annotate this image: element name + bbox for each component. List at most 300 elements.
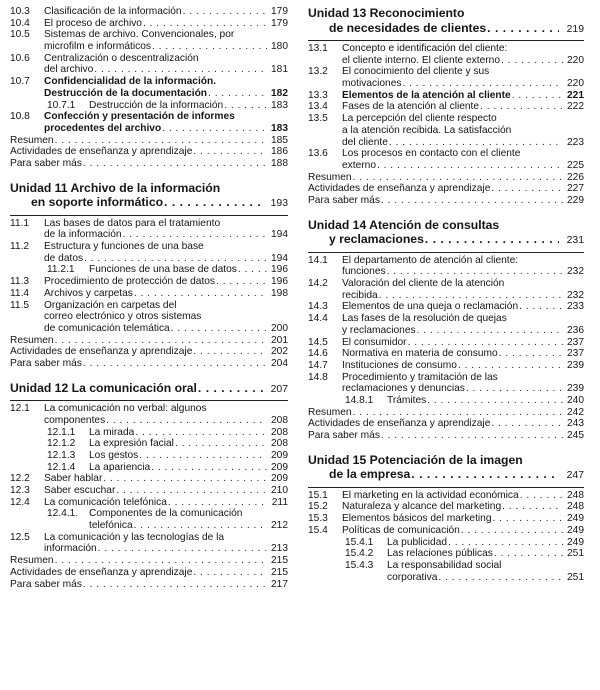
toc-entry (10, 276, 288, 288)
dot-leader (353, 407, 563, 419)
entry-line (89, 100, 288, 112)
toc-subentry (308, 537, 584, 549)
entry-title: Naturaleza y alcance del marketing (342, 501, 502, 513)
entry-line (342, 55, 584, 67)
page-number: 247 (566, 470, 584, 482)
entry-title: Resumen (10, 334, 54, 346)
entry-title: Los gestos (89, 449, 139, 461)
section-number: 14.2 (308, 278, 328, 290)
toc-extra-entry (308, 418, 584, 430)
page-number: 226 (567, 171, 584, 183)
dot-leader (408, 337, 563, 349)
entry-line (44, 88, 288, 100)
entry-title: Valoración del cliente de la atención (342, 278, 505, 290)
dot-leader (152, 41, 267, 53)
toc-extra-entry (308, 407, 584, 419)
entry-title: Confidencialidad de la información. (44, 76, 217, 88)
toc-entry (10, 18, 288, 30)
toc-entry (10, 497, 288, 509)
dot-leader (216, 276, 267, 288)
entry-title: Las fases de la resolución de quejas (342, 313, 507, 325)
dot-leader (106, 415, 267, 427)
entry-title: Para saber más (10, 358, 82, 369)
unit-title-line (308, 232, 584, 249)
section-number: 14.6 (308, 348, 328, 360)
entry-title: del cliente (342, 136, 388, 148)
page-number: 202 (271, 346, 288, 358)
page-number: 221 (567, 89, 584, 101)
section-number: 12.1 (10, 403, 30, 415)
dot-leader (151, 462, 267, 474)
entry-title: Las relaciones públicas (387, 548, 493, 560)
entry-line (342, 325, 584, 337)
dot-leader (402, 78, 563, 90)
entry-line (44, 473, 288, 485)
page-number: 209 (271, 449, 288, 461)
entry-line (342, 513, 584, 525)
toc-entry (10, 288, 288, 300)
entry-line (10, 158, 288, 170)
entry-title: El proceso de archivo (44, 17, 142, 29)
entry-title: Saber escuchar (44, 485, 116, 497)
entry-title: del archivo (44, 64, 94, 76)
section-number: 12.3 (10, 485, 30, 497)
page-number: 215 (271, 566, 288, 578)
page-number: 210 (271, 485, 288, 497)
entry-title: a la atención recibida. La satisfacción (342, 124, 512, 136)
unit-heading (10, 181, 288, 212)
toc-subentry (10, 462, 288, 474)
page-number: 209 (271, 461, 288, 473)
dot-leader (501, 55, 563, 67)
section-number: 13.2 (308, 66, 328, 78)
page-number: 249 (567, 524, 584, 536)
toc-entry (10, 473, 288, 485)
entry-line (387, 395, 584, 407)
entry-title: Fases de la atención al cliente (342, 101, 480, 113)
toc-subentry (308, 395, 584, 407)
toc-entry (10, 218, 288, 241)
section-number: 12.4 (10, 496, 30, 508)
page-number: 200 (271, 322, 288, 334)
dot-leader (224, 100, 267, 112)
toc-entry (10, 29, 288, 52)
entry-line (342, 101, 584, 113)
entry-title: Para saber más (308, 430, 380, 442)
entry-line (44, 300, 288, 312)
entry-line (342, 78, 584, 90)
unit-title-line (10, 181, 288, 196)
entry-title: La expresión facial (89, 438, 174, 450)
page-number: 242 (567, 406, 584, 418)
entry-line (44, 111, 288, 123)
entry-title: El conocimiento del cliente y sus (342, 66, 490, 78)
entry-title: información (44, 543, 97, 555)
page-number: 239 (567, 383, 584, 395)
dot-leader (381, 430, 563, 442)
entry-line (44, 543, 288, 555)
heading-rule (308, 487, 584, 488)
entry-line (44, 323, 288, 335)
page-number: 196 (271, 264, 288, 276)
entry-line (308, 418, 584, 430)
section-number: 15.4 (308, 524, 328, 536)
page-number: 219 (566, 23, 584, 35)
dot-leader (519, 301, 563, 313)
dot-leader (487, 21, 559, 36)
page-number: 237 (567, 348, 584, 360)
entry-line (44, 497, 288, 509)
page-number: 231 (566, 235, 584, 247)
page-number: 223 (567, 136, 584, 148)
entry-title: corporativa (387, 571, 438, 583)
page-number: 208 (271, 426, 288, 438)
section-number: 12.1.1 (47, 426, 76, 438)
page-number: 220 (567, 78, 584, 90)
entry-title: Para saber más (10, 578, 82, 590)
entry-line (44, 53, 288, 65)
entry-line (342, 43, 584, 55)
section-number: 12.1.4 (47, 461, 76, 473)
section-number: 13.4 (308, 101, 328, 113)
entry-line (44, 403, 288, 415)
page-number: 227 (567, 183, 584, 195)
entry-title: La apariencia (89, 461, 151, 473)
entry-line (44, 532, 288, 544)
entry-title: Las bases de datos para el tratamiento (44, 217, 221, 229)
toc-entry (10, 111, 288, 134)
page-number: 183 (271, 122, 288, 134)
page-number: 211 (271, 496, 288, 508)
section-number: 14.1 (308, 254, 328, 266)
entry-title: Organización en carpetas del (44, 299, 177, 311)
entry-line (89, 427, 288, 439)
entry-title: Elementos de una queja o reclamación (342, 301, 519, 313)
unit-title-line (308, 453, 584, 468)
page-number: 239 (567, 359, 584, 371)
section-number: 13.3 (308, 89, 328, 101)
unit-title-text: Unidad 11 Archivo de la información (10, 180, 221, 195)
page-number: 182 (271, 87, 288, 99)
unit-title-line (308, 467, 584, 484)
entry-line (44, 276, 288, 288)
section-number: 14.3 (308, 301, 328, 313)
dot-leader (466, 383, 563, 395)
entry-title: Destrucción de la documentación (44, 87, 208, 99)
dot-leader (389, 137, 563, 149)
toc-extra-entry (10, 358, 288, 370)
entry-line (342, 113, 584, 125)
toc-entry (308, 255, 584, 278)
dot-leader (83, 579, 267, 591)
entry-title: funciones (342, 266, 386, 278)
toc-extra-entry (10, 567, 288, 579)
entry-line (44, 311, 288, 323)
dot-leader (84, 253, 267, 265)
section-number: 13.6 (308, 148, 328, 160)
entry-title: Resumen (308, 406, 352, 418)
unit-title-text: Unidad 12 La comunicación oral (10, 380, 197, 395)
entry-line (44, 6, 288, 18)
entry-line (308, 195, 584, 207)
unit-title-text: de la empresa (329, 467, 411, 482)
entry-line (342, 490, 584, 502)
page-number: 220 (567, 54, 584, 66)
entry-line (342, 313, 584, 325)
section-number: 10.8 (10, 111, 30, 123)
dot-leader (461, 525, 563, 537)
entry-line (342, 290, 584, 302)
entry-title: La mirada (89, 426, 135, 438)
toc-extra-entry (10, 346, 288, 358)
section-number: 10.3 (10, 6, 30, 17)
heading-rule (308, 252, 584, 253)
toc-entry (10, 76, 288, 99)
heading-rule (10, 215, 288, 216)
page-number: 198 (271, 287, 288, 299)
entry-line (10, 567, 288, 579)
unit-title-text: Unidad 15 Potenciación de la imagen (308, 452, 523, 467)
toc-extra-entry (10, 335, 288, 347)
entry-line (387, 537, 584, 549)
page-number: 222 (567, 101, 584, 113)
entry-title: Resumen (10, 555, 54, 567)
toc-extra-entry (308, 430, 584, 442)
entry-title: La percepción del cliente respecto (342, 113, 497, 125)
page-number: 215 (271, 555, 288, 567)
dot-leader (55, 335, 267, 347)
entry-line (44, 253, 288, 265)
dot-leader (520, 490, 563, 502)
entry-line (342, 255, 584, 267)
entry-line (342, 337, 584, 349)
entry-title: motivaciones (342, 78, 402, 90)
entry-line (89, 438, 288, 450)
page-number: 249 (567, 536, 584, 548)
toc-extra-entry (10, 555, 288, 567)
entry-line (44, 229, 288, 241)
entry-title: La responsabilidad social (387, 559, 502, 571)
entry-title: Procedimiento de protección de datos (44, 276, 216, 288)
page-number: 236 (567, 324, 584, 336)
section-number: 10.6 (10, 52, 30, 64)
toc-extra-entry (10, 135, 288, 147)
unit-heading (308, 6, 584, 37)
dot-leader (193, 346, 267, 358)
entry-title: el cliente interno. El cliente externo (342, 54, 500, 66)
toc-entry (308, 148, 584, 171)
entry-line (89, 264, 288, 276)
entry-title: Archivos y carpetas (44, 287, 133, 299)
dot-leader (493, 513, 564, 525)
entry-title: de comunicación telemática (44, 322, 170, 334)
entry-line (342, 525, 584, 537)
dot-leader (55, 555, 267, 567)
section-number: 10.7 (10, 76, 30, 88)
entry-title: recibida (342, 289, 378, 301)
dot-leader (512, 90, 563, 102)
entry-title: componentes (44, 414, 106, 426)
dot-leader (480, 101, 563, 113)
page-number: 232 (567, 266, 584, 278)
entry-line (89, 450, 288, 462)
page-number: 232 (567, 289, 584, 301)
dot-leader (198, 381, 263, 396)
page-number: 233 (567, 301, 584, 313)
toc-extra-entry (308, 195, 584, 207)
entry-title: de la información (44, 229, 122, 241)
entry-title: Elementos básicos del marketing (342, 513, 492, 525)
toc-entry (10, 403, 288, 426)
section-number: 13.1 (308, 43, 328, 54)
section-number: 10.4 (10, 17, 30, 29)
entry-line (387, 548, 584, 560)
toc-subentry (10, 450, 288, 462)
page-number: 183 (271, 99, 288, 111)
section-number: 11.4 (10, 287, 30, 299)
dot-leader (193, 567, 267, 579)
heading-rule (308, 40, 584, 41)
entry-line (44, 485, 288, 497)
entry-title: reclamaciones y denuncias (342, 383, 465, 395)
entry-line (342, 372, 584, 384)
toc-entry (308, 66, 584, 89)
toc-extra-entry (10, 146, 288, 158)
dot-leader (168, 497, 267, 509)
dot-leader (164, 195, 263, 210)
entry-line (342, 360, 584, 372)
unit-title-line (10, 381, 288, 398)
page-number: 179 (271, 6, 288, 17)
entry-title: Clasificación de la información (44, 6, 182, 17)
dot-leader (208, 88, 267, 100)
toc-entry (308, 90, 584, 102)
entry-line (10, 346, 288, 358)
page-number: 207 (270, 383, 288, 395)
entry-line (44, 415, 288, 427)
page-number: 217 (271, 578, 288, 590)
unit-title-line (308, 218, 584, 233)
toc-subentry (10, 264, 288, 276)
entry-title: Para saber más (308, 195, 380, 207)
entry-line (10, 146, 288, 158)
entry-line (342, 278, 584, 290)
entry-title: Actividades de enseñanza y aprendizaje (10, 146, 193, 158)
page-number: 186 (271, 146, 288, 158)
toc-extra-entry (10, 158, 288, 170)
entry-title: Actividades de enseñanza y aprendizaje (10, 566, 193, 578)
page-number: 208 (271, 414, 288, 426)
toc-entry (10, 241, 288, 264)
section-number: 11.2 (10, 241, 30, 253)
page-number: 188 (271, 158, 288, 169)
dot-leader (143, 18, 267, 30)
entry-line (10, 135, 288, 147)
unit-title-line (308, 6, 584, 21)
dot-leader (491, 418, 563, 430)
page-number: 229 (567, 195, 584, 207)
entry-title: Resumen (10, 134, 54, 146)
toc-subentry (10, 100, 288, 112)
entry-line (308, 172, 584, 184)
entry-title: Componentes de la comunicación (89, 508, 243, 520)
toc-left-column (10, 6, 288, 590)
entry-line (387, 560, 584, 572)
unit-heading (308, 218, 584, 249)
entry-line (342, 148, 584, 160)
page-number: 208 (271, 438, 288, 450)
page-number: 204 (271, 358, 288, 369)
unit-heading (308, 453, 584, 484)
entry-title: Los procesos en contacto con el cliente (342, 148, 521, 160)
toc-entry (308, 337, 584, 349)
entry-title: El departamento de atención al cliente: (342, 254, 519, 266)
entry-title: La publicidad (387, 536, 448, 548)
section-number: 12.1.3 (47, 449, 76, 461)
toc-entry (308, 525, 584, 537)
page-number: 179 (271, 17, 288, 29)
toc-entry (308, 372, 584, 395)
unit-title-line (308, 21, 584, 38)
entry-line (44, 218, 288, 230)
dot-leader (135, 427, 267, 439)
page-number: 196 (271, 276, 288, 288)
page-number: 194 (271, 229, 288, 241)
dot-leader (438, 572, 563, 584)
entry-line (10, 335, 288, 347)
entry-title: de datos (44, 252, 84, 264)
dot-leader (94, 64, 267, 76)
entry-line (342, 266, 584, 278)
entry-line (89, 508, 288, 520)
entry-line (342, 348, 584, 360)
toc-entry (308, 113, 584, 148)
entry-line (308, 407, 584, 419)
entry-line (44, 288, 288, 300)
entry-title: externo (342, 159, 376, 171)
entry-line (342, 160, 584, 172)
section-number: 15.2 (308, 501, 328, 513)
dot-leader (417, 325, 563, 337)
toc-entry (10, 532, 288, 555)
toc-entry (308, 101, 584, 113)
page-number: 193 (270, 198, 288, 210)
entry-line (10, 358, 288, 370)
unit-title-line (10, 195, 288, 212)
entry-title: La comunicación no verbal: algunos (44, 403, 207, 415)
entry-line (89, 462, 288, 474)
page-number: 240 (567, 395, 584, 407)
section-number: 10.7.1 (47, 99, 76, 111)
entry-line (44, 29, 288, 41)
toc-entry (308, 490, 584, 502)
page-number: 251 (567, 548, 584, 560)
entry-line (44, 241, 288, 253)
page-number: 237 (567, 336, 584, 348)
entry-title: El marketing en la actividad económica (342, 489, 519, 501)
section-number: 14.4 (308, 313, 328, 325)
unit-heading (10, 381, 288, 398)
entry-title: Actividades de enseñanza y aprendizaje (308, 418, 491, 430)
dot-leader (494, 548, 563, 560)
dot-leader (171, 323, 267, 335)
toc-subentry (10, 508, 288, 531)
entry-title: telefónica (89, 520, 133, 532)
page-number: 209 (271, 473, 288, 485)
section-number: 10.5 (10, 29, 30, 41)
entry-title: correo electrónico y otros sistemas (44, 311, 202, 323)
section-number: 12.4.1. (47, 508, 79, 520)
